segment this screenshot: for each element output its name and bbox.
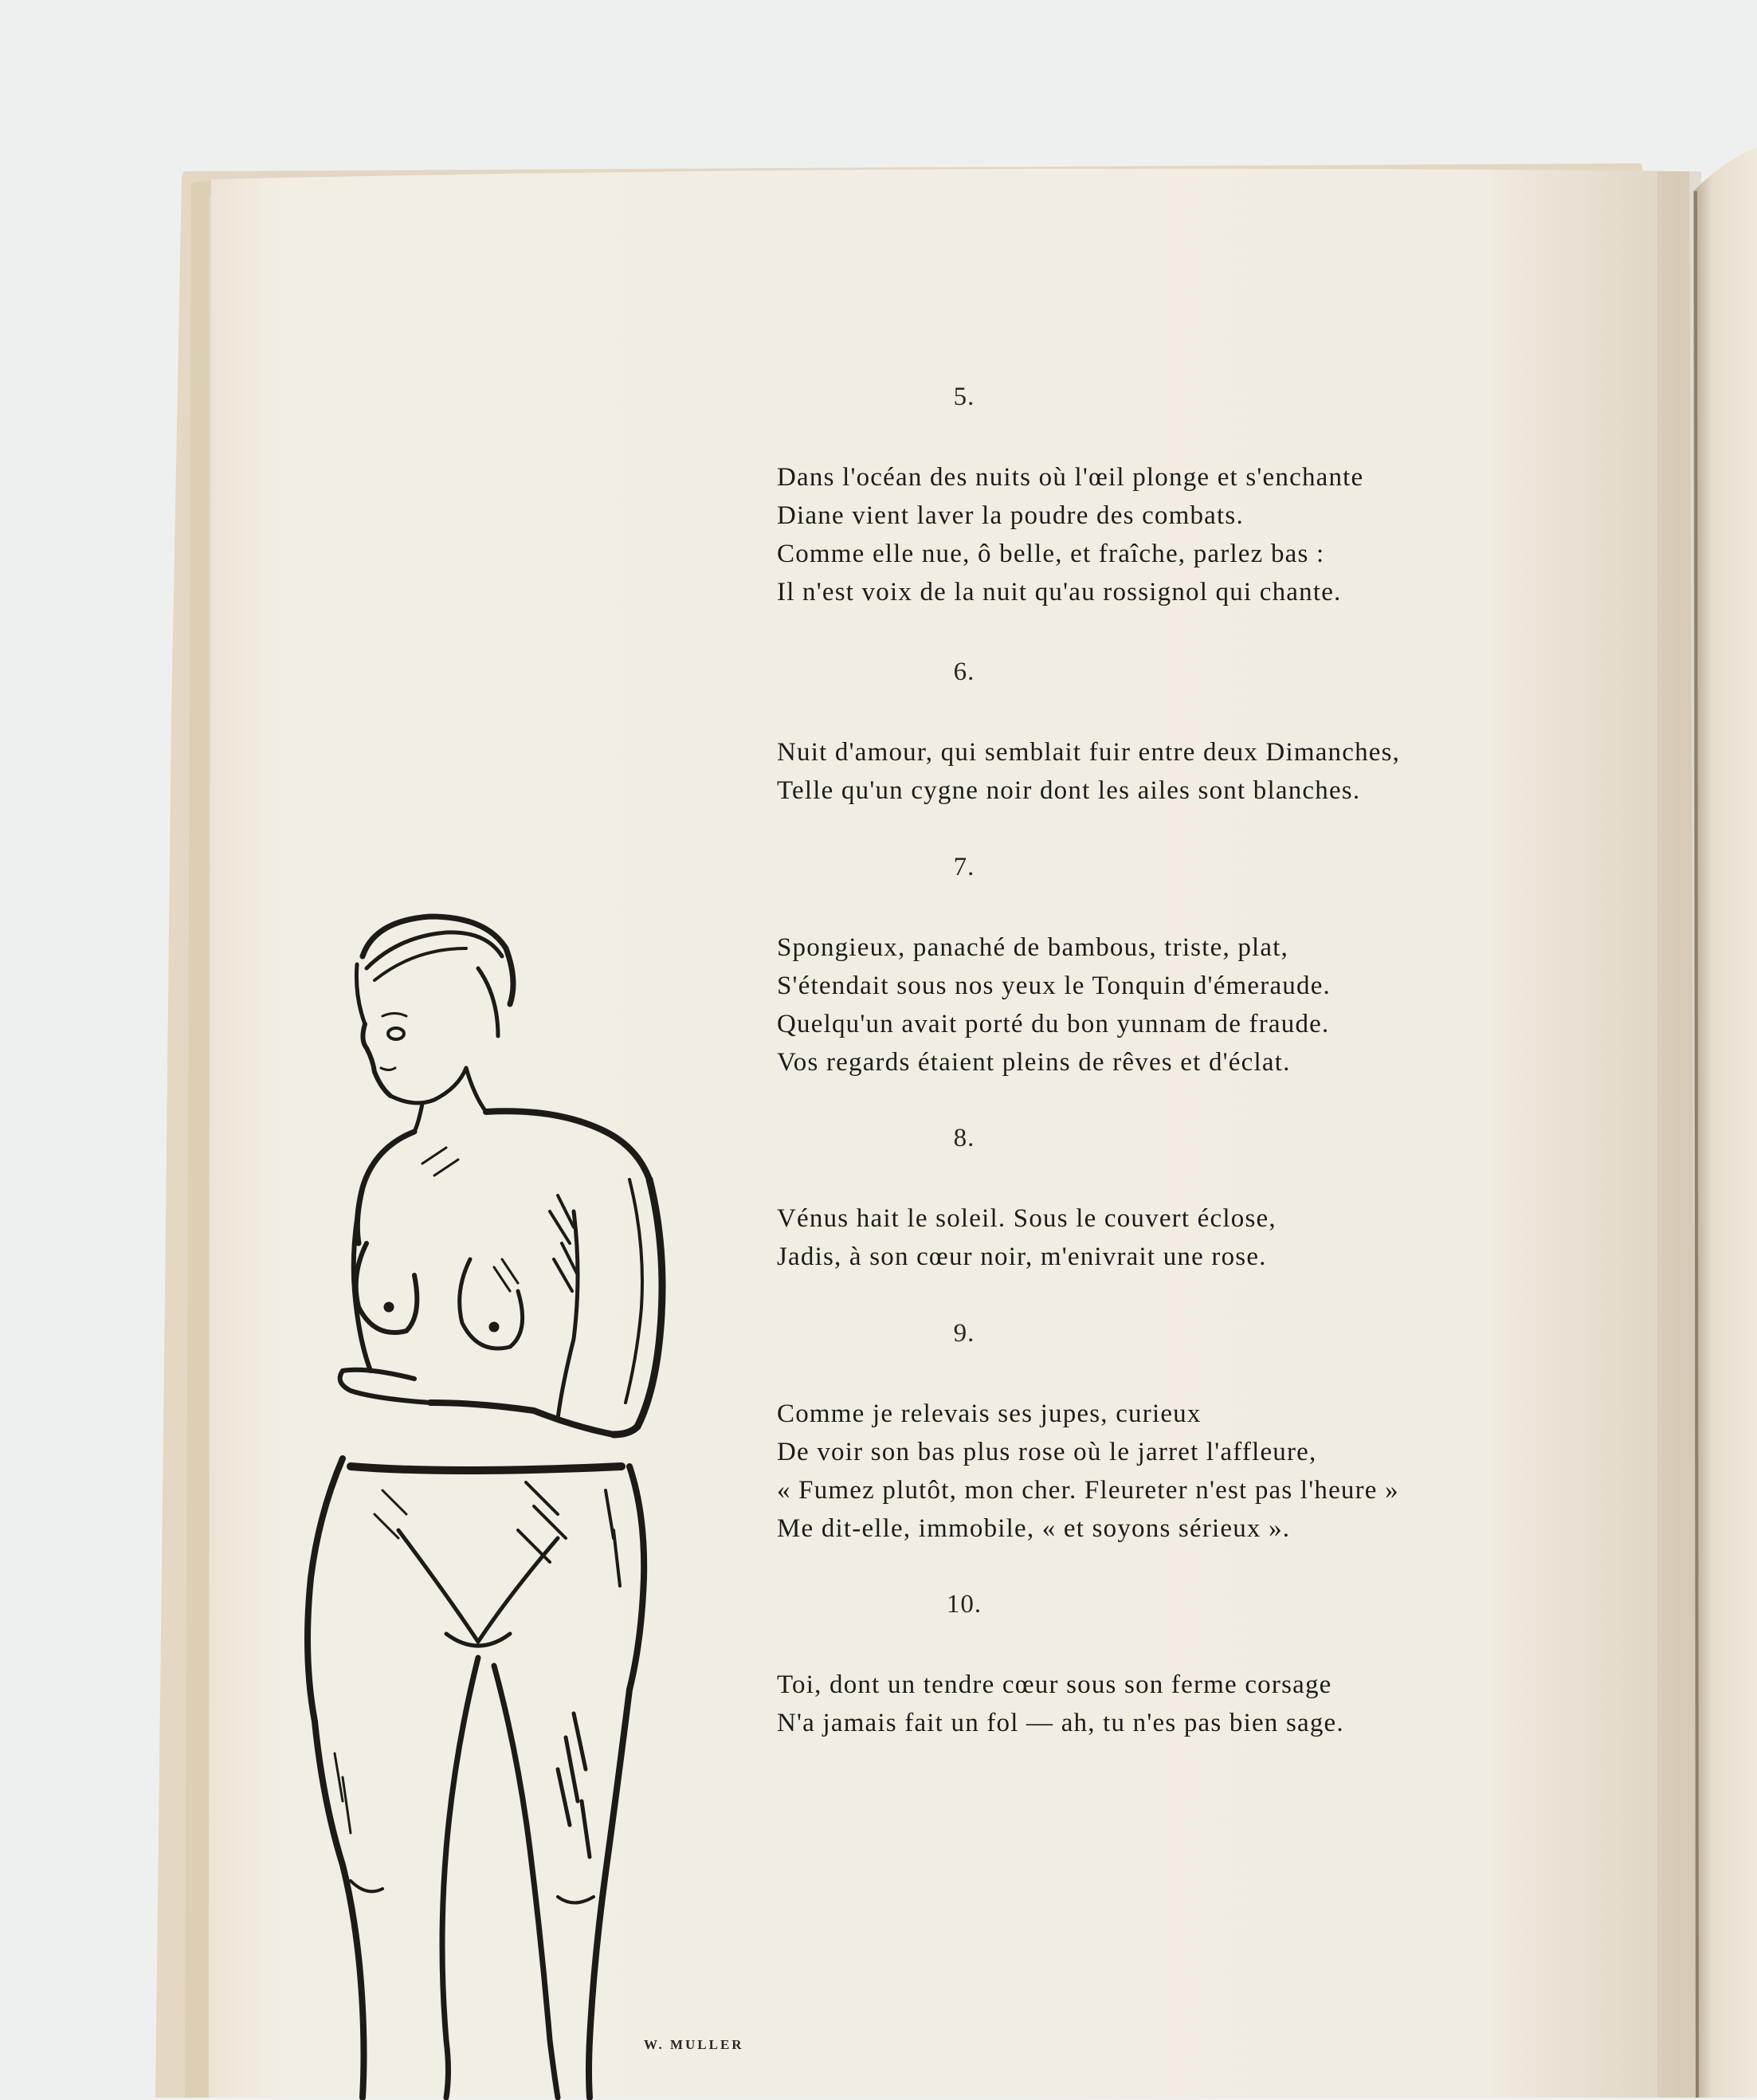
- poem-line: Comme je relevais ses jupes, curieux: [777, 1399, 1202, 1428]
- stanza-7: [777, 853, 1331, 1081]
- poem-line: Vénus hait le soleil. Sous le couvert éclose,: [777, 1204, 1277, 1233]
- poem-line: Me dit-elle, immobile, « et soyons sérieux ».: [777, 1514, 1291, 1543]
- poem-line: N'a jamais fait un fol — ah, tu n'es pas bien sage.: [777, 1709, 1344, 1737]
- stanza-8: [777, 1124, 1277, 1276]
- stanza-9: [777, 1319, 1399, 1548]
- poem-line: Telle qu'un cygne noir dont les ailes sont blanches.: [777, 776, 1361, 805]
- poem-line: Comme elle nue, ô belle, et fraîche, parlez bas :: [777, 540, 1325, 568]
- stanza-6: [777, 657, 1400, 810]
- poem-line: Dans l'océan des nuits où l'œil plonge et s'enchante: [777, 463, 1364, 492]
- poem-line: Spongieux, panaché de bambous, triste, plat,: [777, 933, 1289, 962]
- poem-line: Il n'est voix de la nuit qu'au rossignol qui chante.: [777, 578, 1342, 606]
- poem-line: Nuit d'amour, qui semblait fuir entre deux Dimanches,: [777, 738, 1401, 767]
- poem-line: Diane vient laver la poudre des combats.: [777, 501, 1244, 530]
- stanza-number: 8.: [953, 1124, 975, 1152]
- poem-line: De voir son bas plus rose où le jarret l'affleure,: [777, 1438, 1317, 1466]
- poem-line: S'étendait sous nos yeux le Tonquin d'émeraude.: [777, 971, 1331, 1000]
- poem-line: Quelqu'un avait porté du bon yunnam de fraude.: [777, 1010, 1330, 1038]
- stanza-5: [777, 383, 1363, 611]
- poem-line: Toi, dont un tendre cœur sous son ferme corsage: [777, 1670, 1332, 1699]
- stanza-number: 6.: [953, 657, 975, 686]
- stanza-10: [777, 1590, 1344, 1742]
- illustration-credit: W. MULLER: [644, 2037, 744, 2052]
- right-page: [1693, 147, 1757, 2098]
- poem-line: « Fumez plutôt, mon cher. Fleureter n'est pas l'heure »: [777, 1476, 1399, 1505]
- stanza-number: 9.: [953, 1319, 975, 1348]
- stanza-number: 5.: [953, 383, 975, 411]
- poem-line: Jadis, à son cœur noir, m'enivrait une rose.: [777, 1242, 1267, 1271]
- poem-line: Vos regards étaient pleins de rêves et d'éclat.: [777, 1048, 1291, 1077]
- standing-nude-woman-sketch-icon: [295, 905, 709, 2100]
- stanza-number: 7.: [953, 853, 975, 881]
- stanza-number: 10.: [946, 1590, 982, 1619]
